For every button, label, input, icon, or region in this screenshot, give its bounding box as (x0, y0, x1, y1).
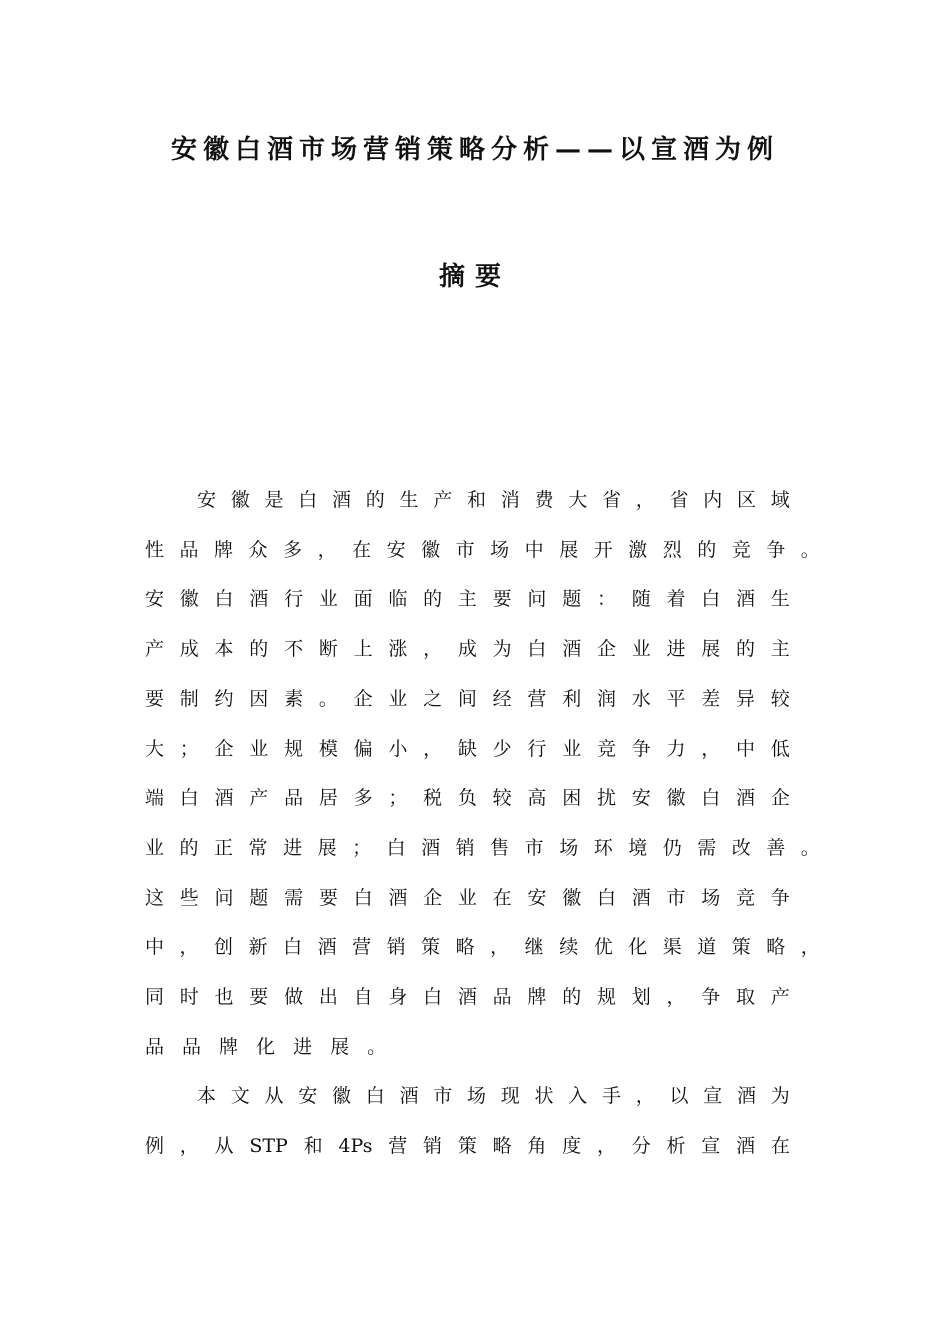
text-line: 中 ， 创 新 白 酒 营 销 策 略 ， 继 续 优 化 渠 道 策 略 ， (145, 936, 820, 959)
text-line: 性 品 牌 众 多 ， 在 安 徽 市 场 中 展 开 激 烈 的 竞 争 。 (145, 538, 820, 561)
text-line: 大 ； 企 业 规 模 偏 小 ， 缺 少 行 业 竞 争 力 ， 中 低 (145, 737, 790, 760)
document-title: 安徽白酒市场营销策略分析——以宣酒为例 (170, 135, 779, 165)
abstract-heading: 摘要 (438, 262, 511, 292)
text-line: 业 的 正 常 进 展 ； 白 酒 销 售 市 场 环 境 仍 需 改 善 。 (145, 836, 820, 859)
text-line: 本 文 从 安 徽 白 酒 市 场 现 状 入 手 ， 以 宣 酒 为 (197, 1085, 790, 1108)
text-line: 端 白 酒 产 品 居 多 ； 税 负 较 高 困 扰 安 徽 白 酒 企 (145, 787, 790, 810)
text-line: 这 些 问 题 需 要 白 酒 企 业 在 安 徽 白 酒 市 场 竞 争 (145, 886, 790, 909)
text-line: 例 ， 从 STP 和 4Ps 营 销 策 略 角 度 ， 分 析 宣 酒 在 (145, 1135, 790, 1158)
text-line: 同 时 也 要 做 出 自 身 白 酒 品 牌 的 规 划 ， 争 取 产 (145, 986, 790, 1008)
text-line: 要 制 约 因 素 。 企 业 之 间 经 营 利 润 水 平 差 异 较 (145, 687, 790, 710)
text-line: 品 品 牌 化 进 展 。 (145, 1035, 387, 1058)
text-line: 安 徽 白 酒 行 业 面 临 的 主 要 问 题 ： 随 着 白 酒 生 (145, 588, 790, 611)
text-line: 产 成 本 的 不 断 上 涨 ， 成 为 白 酒 企 业 进 展 的 主 (145, 638, 790, 661)
text-line: 安 徽 是 白 酒 的 生 产 和 消 费 大 省 ， 省 内 区 域 (197, 489, 790, 511)
